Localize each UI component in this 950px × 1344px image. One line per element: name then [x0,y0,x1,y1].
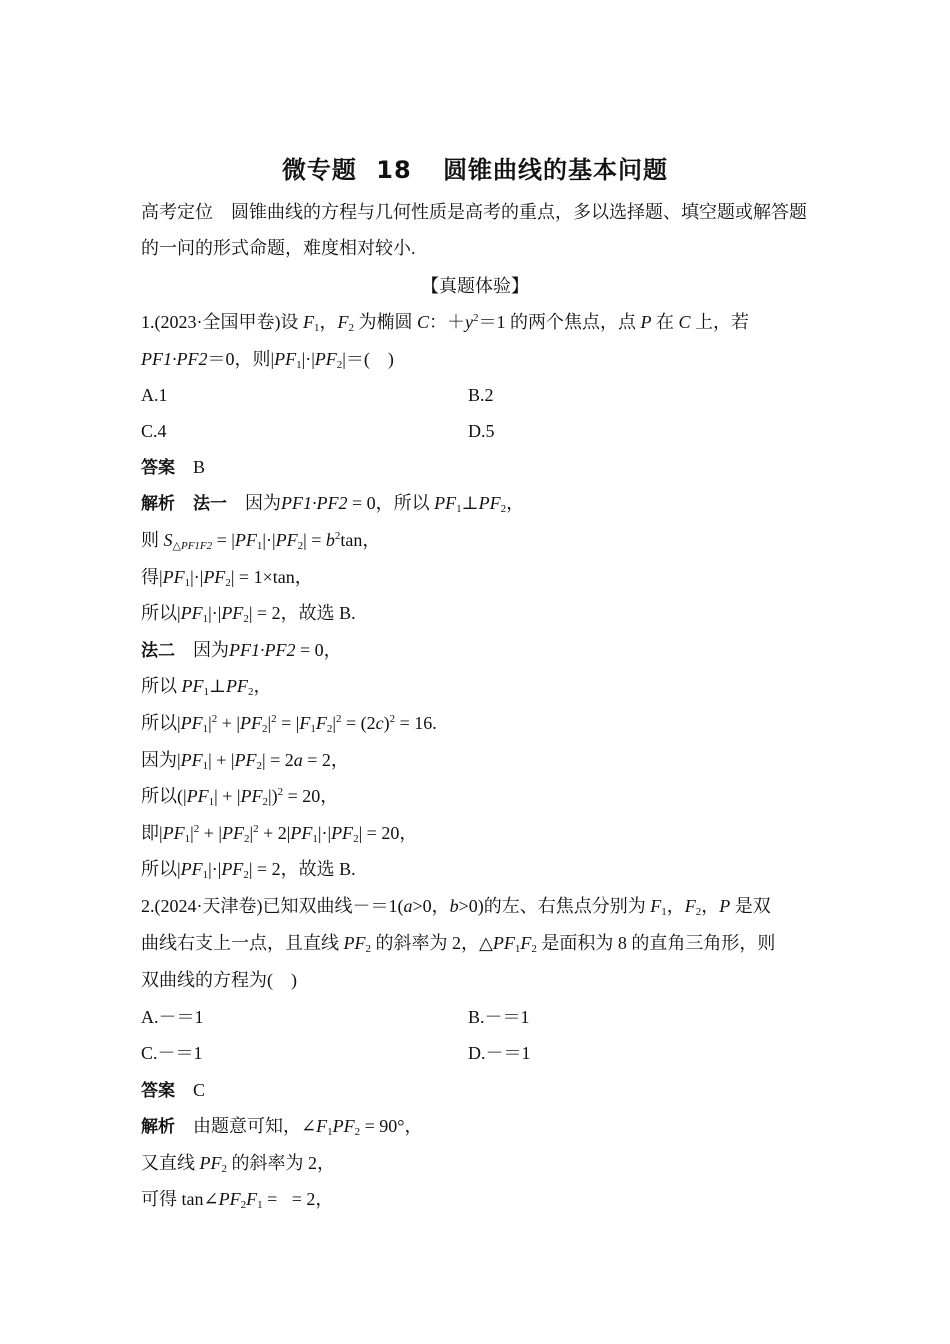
q1-answer: 答案 B [141,457,206,478]
q2-option-b: B.－＝1 [468,1007,530,1027]
q1-method2-line7: 所以$|PF_1|\cdot|PF_2| = 2$，故选 B. [141,859,356,881]
q1-option-a: A.1 [141,385,168,405]
intro-paragraph [141,194,811,266]
intro-text: 圆锥曲线的方程与几何性质是高考的重点，多以选择题、填空题或解答题的一问的形式命题，难度相对较小. [141,202,807,258]
section-header: 【真题体验】 [421,276,529,296]
q1-method2-line5: 所以$(|PF_1| + |PF_2|)^2 = 20$， [141,786,339,808]
q2-analysis-line2: 又直线 $PF_2$ 的斜率为 2， [141,1153,335,1175]
q1-analysis-line2: 则 $S_{\triangle PF1F2} = |PF_1|\cdot|PF_2| = b^2\tan$， [141,530,381,552]
q1-analysis-line1: 解析 法一 因为PF1·PF2 = 0，所以 $PF_1\perp PF_2$， [141,493,525,515]
q2-option-c: C.－＝1 [141,1043,203,1063]
q2-answer: 答案 C [141,1080,206,1101]
intro-label: 高考定位 [141,202,213,222]
q2-stem-line3: 双曲线的方程为( ) [141,970,297,990]
q1-source: 1.(2023·全国甲卷) [141,312,281,332]
q2-analysis-line3: 可得 $\tan\angle PF_2F_1$ = = 2， [141,1189,334,1211]
q1-analysis-line4: 所以$|PF_1|\cdot|PF_2| = 2$，故选 B. [141,603,356,625]
q1-method2-line1: 法二 因为PF1·PF2 = 0， [141,640,342,661]
q2-option-d: D.－＝1 [468,1043,531,1063]
q1-method2-line2: 所以 $PF_1\perp PF_2$， [141,676,272,698]
page-title: 微专题 18 圆锥曲线的基本问题 [281,156,669,184]
q1-method2-line3: 所以$|PF_1|^2 + |PF_2|^2 = |F_1F_2|^2 = (2c)^2 = 16$. [141,713,437,735]
q2-analysis-line1: 解析 由题意可知，$\angle F_1PF_2 = 90^\circ$， [141,1116,423,1138]
q2-source: 2.(2024·天津卷) [141,896,263,916]
q1-option-b: B.2 [468,385,494,405]
q1-method2-line6: 即$|PF_1|^2 + |PF_2|^2 + 2|PF_1|\cdot|PF_2| = 20$， [141,823,418,845]
q2-stem-line1: 2.(2024·天津卷)已知双曲线－＝1(a>0，b>0)的左、右焦点分别为 $F_1$，$F_2$，P 是双 [141,896,771,918]
q2-stem-line2: 曲线右支上一点，且直线 $PF_2$ 的斜率为 2，$\triangle PF_1F_2$ 是面积为 8 的直角三角形，则 [141,933,776,955]
q1-option-c: C.4 [141,421,167,441]
q1-option-d: D.5 [468,421,495,441]
q1-analysis-line3: 得$|PF_1|\cdot|PF_2| = 1\times\tan$， [141,567,313,589]
q1-method2-line4: 因为$|PF_1| + |PF_2| = 2a = 2$， [141,750,349,772]
q1-stem-line2: PF1·PF2＝0，则$|PF_1|\cdot|PF_2|=$( ) [141,349,394,371]
q1-stem-line1: 1.(2023·全国甲卷)设 $F_1$，$F_2$ 为椭圆 C：$+y^2=1$ 的两个焦点，点 P 在 C 上，若 [141,312,750,334]
q2-option-a: A.－＝1 [141,1007,204,1027]
